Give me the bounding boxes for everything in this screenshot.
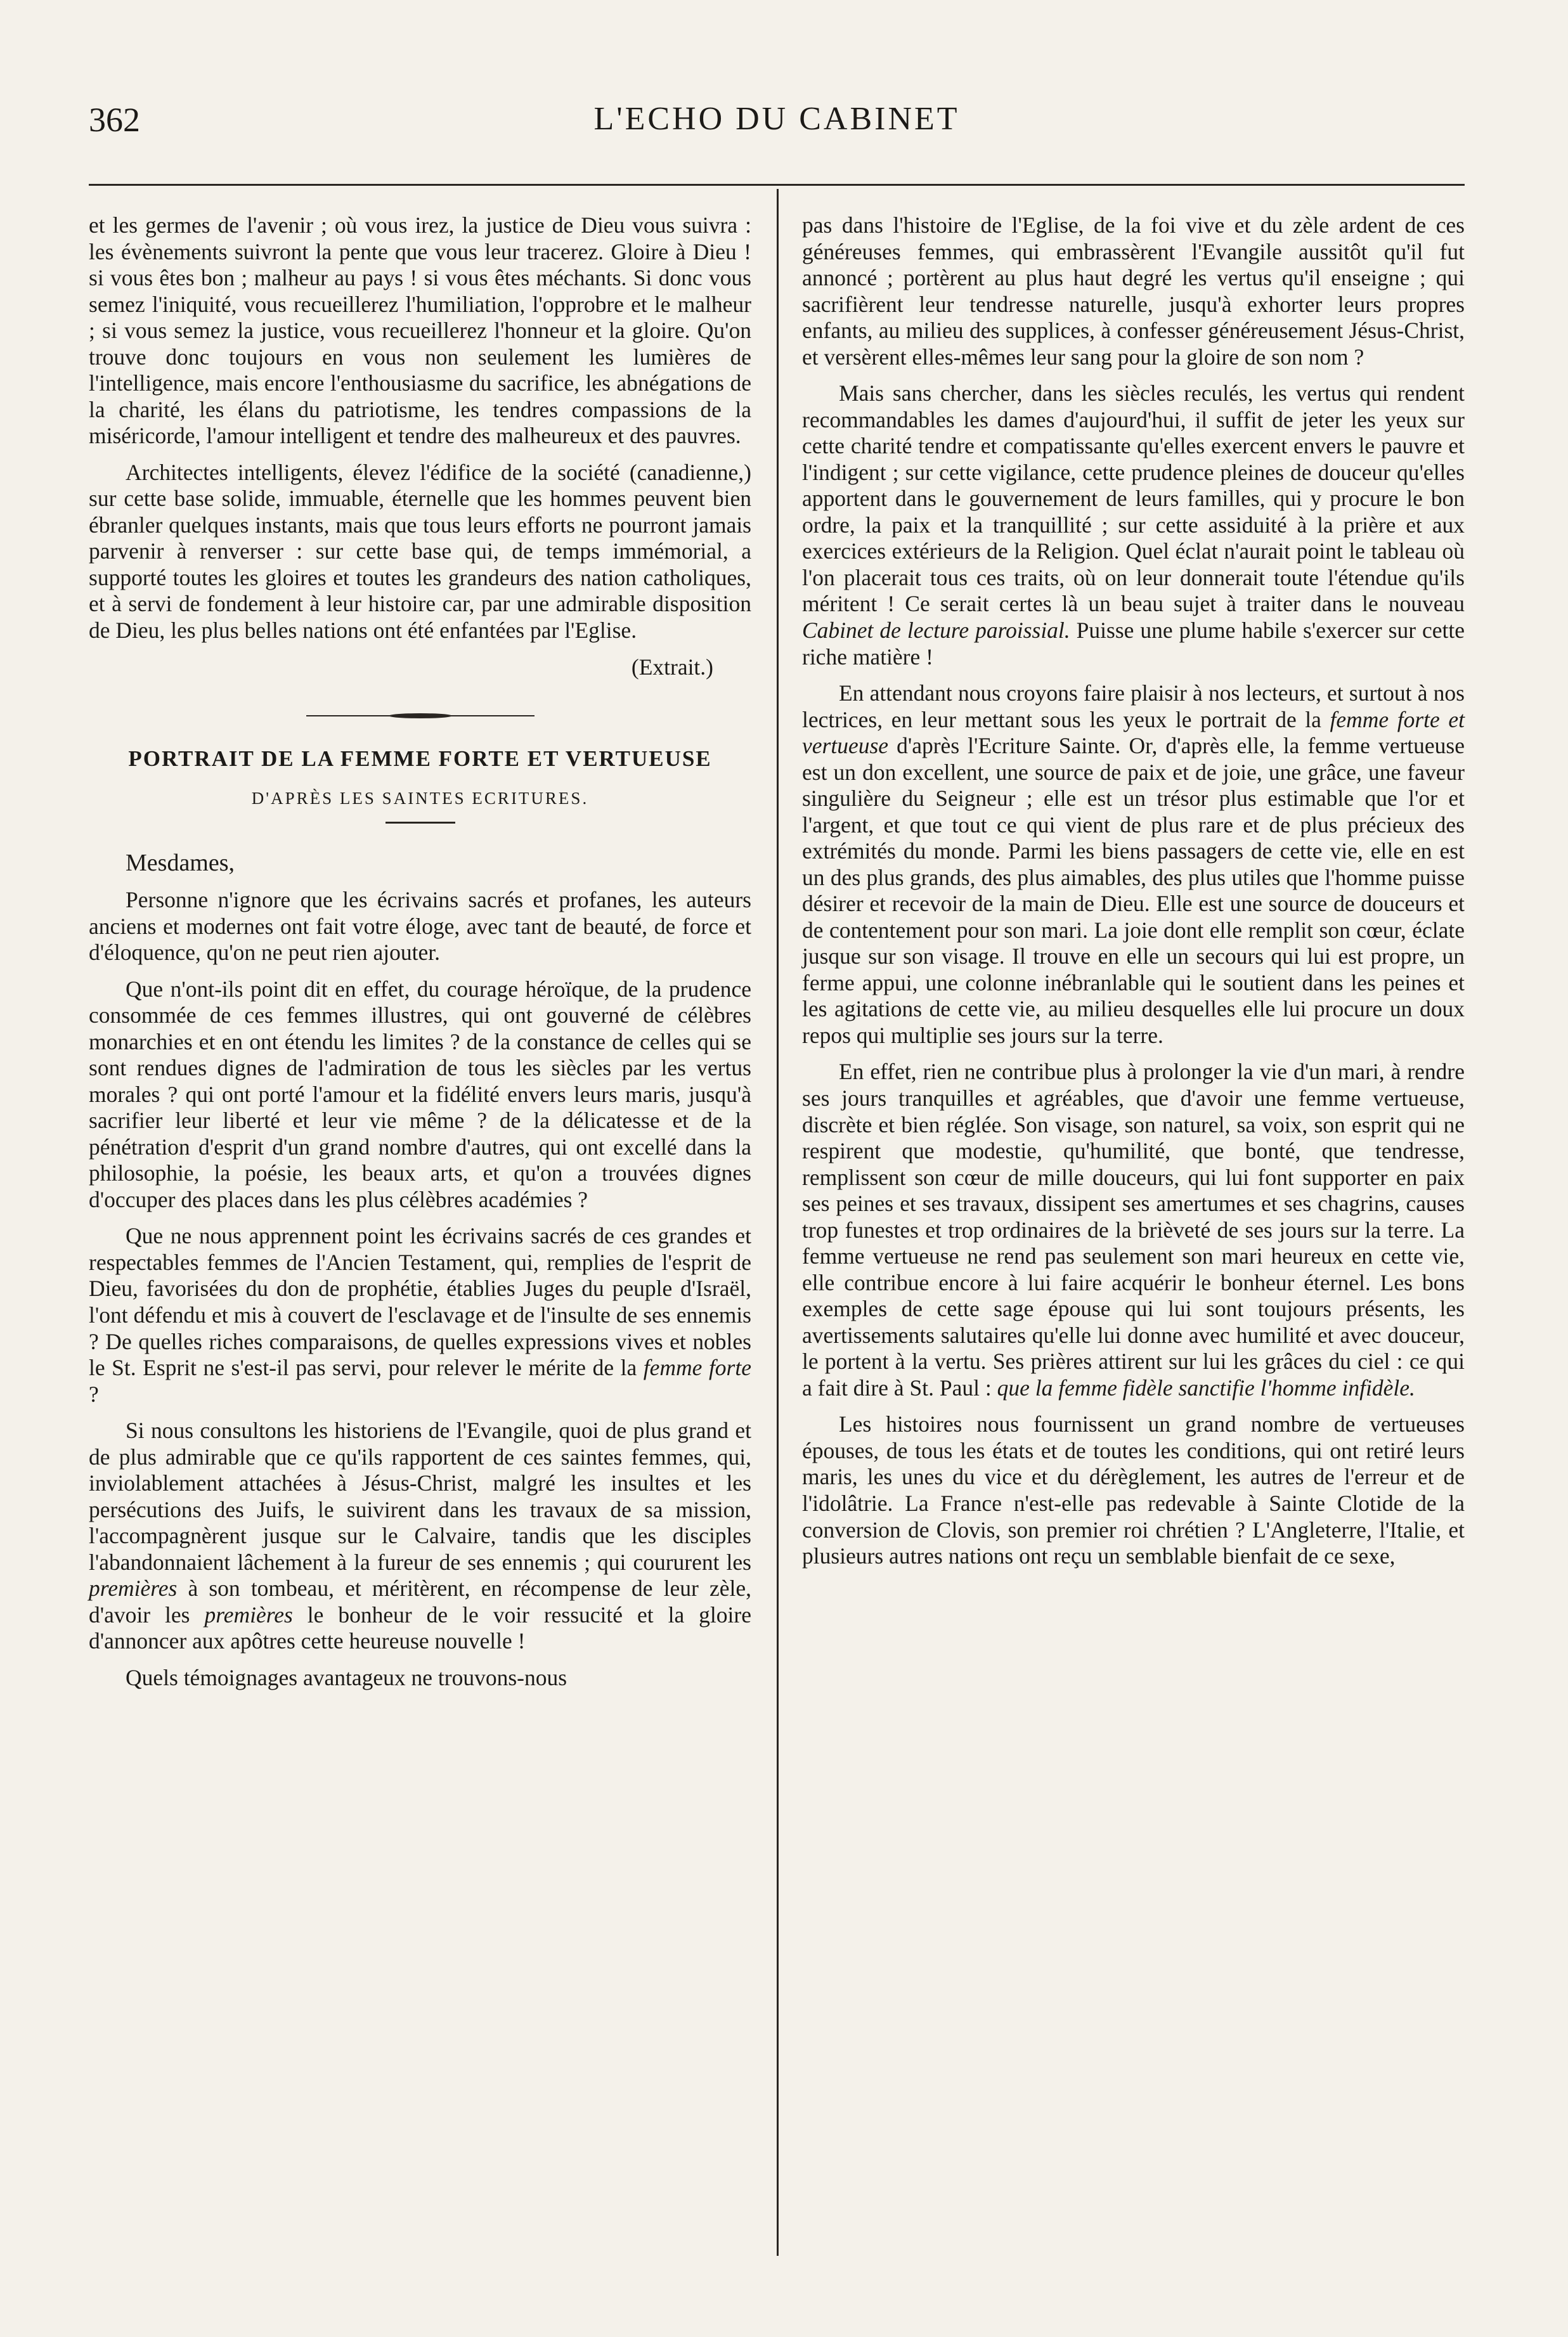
paragraph: Que n'ont-ils point dit en effet, du courage héroïque, de la prudence consommée de ces femmes illustres, qui ont gouverné de célèbres monarchies et en ont étendu les limites ? de la constance de celles qui se sont rendues dignes de l'admiration de tous les siècles par les vertus morales ? qui ont porté l'amour et la fidélité envers leurs maris, jusqu'à sacrifier leur liberté et leur vie même ? de la délicatesse et de la pénétration d'esprit d'un grand nombre d'autres, qui ont excellé dans la philosophie, la poésie, les beaux arts, et qu'on a trouvées dignes d'occuper des places dans les plus célèbres académies ? bbox=[89, 976, 751, 1212]
header-rule bbox=[89, 184, 1465, 186]
text-run: En effet, rien ne contribue plus à prolonger la vie d'un mari, à rendre ses jours tranquilles et agréables, que d'avoir une femme vertueuse, discrète et bien réglée. Son visage, son naturel, sa voix, son esprit qui ne respirent que modestie, qu'humilité, que bonté, que tendresse, remplissent son cœur de mille douceurs, qui lui font supporter en paix ses peines et ses travaux, dissipent ses amertumes et ses chagrins, causes trop funestes et trop ordinaires de la brièveté de ses jours sur la terre. La femme vertueuse ne rend pas seulement son mari heureux en cette vie, elle contribue encore à lui faire acquérir le bonheur éternel. Les bons exemples de cette sage épouse qui lui sont toujours présents, les avertissements salutaires qu'elle lui donne avec humilité et avec douceur, le portent à la vertu. Ses prières attirent sur lui les grâces du ciel : ce qui a fait dire à St. Paul : bbox=[802, 1059, 1465, 1401]
text-run: Puisse une plume habile s'exercer sur cette riche matière ! bbox=[802, 617, 1465, 670]
italic-text: Cabinet de lecture paroissial. bbox=[802, 617, 1070, 643]
paragraph bbox=[802, 380, 1465, 670]
page-number: 362 bbox=[89, 101, 140, 139]
text-run: Que ne nous apprennent point les écrivains sacrés de ces grandes et respectables femmes de l'Ancien Testament, qui, remplies de l'esprit de Dieu, favorisées du don de prophétie, établies Juges du peuple d'Israël, l'ont défendu et mis à couvert de l'esclavage et de l'insulte de ses ennemis ? De quelles riches comparaisons, de quelles expressions vives et nobles le St. Esprit ne s'est-il pas servi, pour relever le mérite de la bbox=[89, 1223, 751, 1381]
paragraph: pas dans l'histoire de l'Eglise, de la foi vive et du zèle ardent de ces généreuses femmes, qui embrassèrent l'Evangile aussitôt qu'il fut annoncé ; portèrent au plus haut degré les vertus qu'il enseigne ; qui sacrifièrent leur tendresse naturelle, jusqu'à exhorter leurs propres enfants, au milieu des supplices, à confesser généreusement Jésus-Christ, et versèrent elles-mêmes leur sang pour la gloire de son nom ? bbox=[802, 212, 1465, 370]
text-run: En attendant nous croyons faire plaisir à nos lecteurs, et surtout à nos lectrices, en leur mettant sous les yeux le portrait de la bbox=[802, 680, 1465, 732]
short-divider bbox=[386, 822, 455, 824]
column-divider bbox=[777, 189, 779, 2256]
text-run: d'après l'Ecriture Sainte. Or, d'après elle, la femme vertueuse est un don excellent, une source de paix et de joie, une grâce, une faveur singulière du Seigneur ; elle est un trésor plus estimable que l'or et l'argent, et que tout ce qui vient de plus rare et de plus précieux des extrémités du monde. Parmi les biens passagers de cette vie, elle en est un des plus grands, des plus aimables, des plus utiles que l'homme puisse désirer et recevoir de la main de Dieu. Elle est une source de douceurs et de contentement pour son mari. La joie dont elle remplit son cœur, éclate jusque sur son visage. Il trouve en elle un secours qui lui est propre, un ferme appui, une colonne inébranlable qui le soutient dans les peines et les agitations de cette vie, au milieu desquelles elle lui procure un doux repos qui multiplie ses jours sur la terre. bbox=[802, 733, 1465, 1048]
paragraph bbox=[802, 680, 1465, 1049]
section-title: PORTRAIT DE LA FEMME FORTE ET VERTUEUSE bbox=[128, 746, 712, 772]
italic-text: femme forte et vertueuse bbox=[802, 706, 1465, 759]
running-head bbox=[89, 95, 1465, 146]
italic-text: premières bbox=[89, 1576, 178, 1602]
text-run: Si nous consultons les historiens de l'Evangile, quoi de plus grand et de plus admirable que ce qu'ils rapportent de ces saintes femmes, qui, inviolablement attachées à Jésus-Christ, malgré les insultes et les persécutions des Juifs, le suivirent dans les travaux de sa mission, l'accompagnèrent jusque sur le Calvaire, tandis que les disciples l'abandonnaient lâchement à la fureur de ses ennemis ; qui coururent les bbox=[89, 1418, 751, 1575]
right-column bbox=[802, 212, 1465, 1580]
paragraph: Architectes intelligents, élevez l'édifice de la société (canadienne,) sur cette base solide, immuable, éternelle que les hommes peuvent bien ébranler quelques instants, mais que tous leurs efforts ne pourront jamais parvenir à renverser : sur cette base qui, de temps immémorial, a supporté toutes les gloires et toutes les grandeurs des nation catholiques, et à servi de fondement à leur histoire car, par une admirable disposition de Dieu, les plus belles nations ont été enfantées par l'Eglise. bbox=[89, 459, 751, 643]
section-subtitle: D'APRÈS LES SAINTES ECRITURES. bbox=[251, 788, 589, 808]
paragraph bbox=[89, 1223, 751, 1408]
paragraph: Quels témoignages avantageux ne trouvons-nous bbox=[126, 1664, 567, 1690]
ornamental-divider bbox=[306, 713, 535, 718]
paragraph: Les histoires nous fournissent un grand nombre de vertueuses épouses, de tous les états et de toutes les conditions, qui ont retiré leurs maris, les unes du vice et du dérèglement, les autres de l'erreur et de l'idolâtrie. La France n'est-elle pas redevable à Sainte Clotide de la conversion de Clovis, son premier roi chrétien ? L'Angleterre, l'Italie, et plusieurs autres nations ont reçu un semblable bienfait de ce sexe, bbox=[802, 1411, 1465, 1569]
text-run: ? bbox=[89, 1381, 99, 1407]
text-run: à son tombeau, et méritèrent, en récompense de leur zèle, d'avoir les bbox=[89, 1576, 751, 1628]
text-run: le bonheur de le voir ressucité et la gloire d'annoncer aux apôtres cette heureuse nouvelle ! bbox=[89, 1602, 751, 1654]
paragraph: Personne n'ignore que les écrivains sacrés et profanes, les auteurs anciens et modernes ont fait votre éloge, avec tant de beauté, de force et d'éloquence, qu'on ne peut rien ajouter. bbox=[89, 887, 751, 966]
paragraph bbox=[89, 1418, 751, 1655]
journal-title: L'ECHO DU CABINET bbox=[593, 101, 960, 137]
paragraph bbox=[802, 1059, 1465, 1401]
salutation: Mesdames, bbox=[126, 849, 235, 876]
italic-text: femme forte bbox=[643, 1355, 751, 1381]
left-column bbox=[89, 212, 751, 1701]
text-run: Mais sans chercher, dans les siècles reculés, les vertus qui rendent recommandables les dames d'aujourd'hui, il suffit de jeter les yeux sur cette charité tendre et compatissante qu'elles exercent envers le pauvre et l'indigent ; sur cette vigilance, cette prudence pleines de douceur qu'elles apportent dans le gouvernement de leurs familles, qui y procure le bon ordre, la paix et la tranquillité ; sur cette assiduité à la prière et aux exercices extérieurs de la Religion. Quel éclat n'aurait point le tableau où l'on placerait tous ces traits, où on leur donnerait toute l'étendue qu'ils méritent ! Ce serait certes là un beau sujet à traiter dans le nouveau bbox=[802, 380, 1465, 617]
extract-credit: (Extrait.) bbox=[631, 654, 713, 680]
italic-text: que la femme fidèle sanctifie l'homme infidèle. bbox=[997, 1375, 1415, 1401]
italic-text: premières bbox=[204, 1602, 293, 1628]
paragraph: et les germes de l'avenir ; où vous irez, la justice de Dieu vous suivra : les évènements suivront la pente que vous leur tracerez. Gloire à Dieu ! si vous êtes bon ; malheur au pays ! si vous êtes méchants. Si donc vous semez l'iniquité, vous recueillerez l'humiliation, l'opprobre et le malheur ; si vous semez la justice, vous recueillerez l'honneur et la gloire. Qu'on trouve donc toujours en vous non seulement les lumières de l'intelligence, mais encore l'enthousiasme du sacrifice, les abnégations de la charité, les élans du patriotisme, les tendres compassions de la miséricorde, l'amour intelligent et tendre des malheureux et des pauvres. bbox=[89, 212, 751, 449]
journal-page bbox=[89, 95, 1465, 2263]
